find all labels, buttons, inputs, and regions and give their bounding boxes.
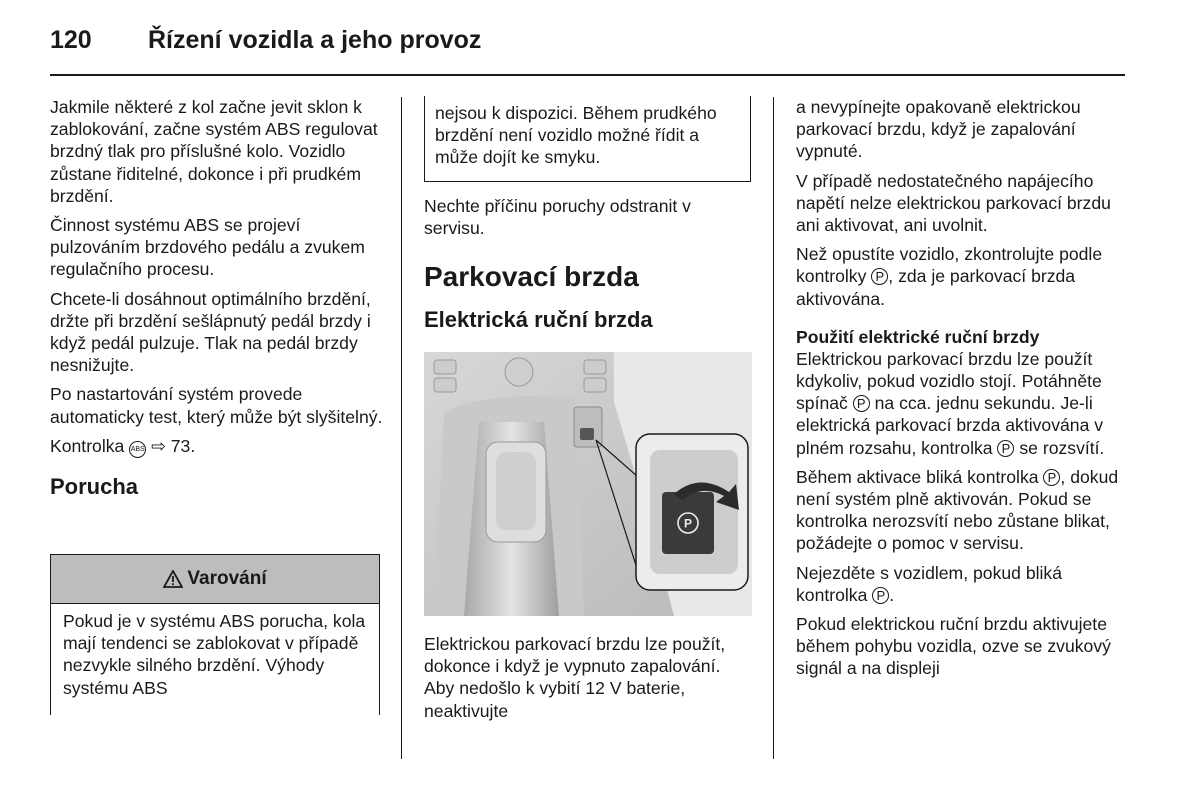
text: . bbox=[889, 584, 895, 605]
paragraph bbox=[796, 348, 1126, 459]
paragraph bbox=[796, 562, 1126, 606]
warning-title: Varování bbox=[187, 568, 267, 589]
parking-brake-indicator-icon: P bbox=[1043, 469, 1060, 486]
text: Než opustíte vozidlo, zkontrolujte podle kontrolky bbox=[796, 244, 1103, 287]
column-divider bbox=[773, 97, 774, 759]
section-heading-parking-brake: Parkovací brzda bbox=[424, 261, 639, 293]
paragraph: Po nastartování systém provede automaticky test, který může být slyšitelný. bbox=[50, 384, 383, 427]
text: na cca. jednu sekundu. Je-li elektrická parkovací brzda aktivována v plném rozsahu, kontrolka bbox=[796, 393, 1104, 458]
text: Nejezděte s vozidlem, pokud bliká kontrolka bbox=[796, 562, 1063, 605]
subsection-heading-usage: Použití elektrické ruční brzdy bbox=[796, 326, 1040, 347]
paragraph: Pokud elektrickou ruční brzdu aktivujete během pohybu vozidla, ozve se zvukový signál a na displeji bbox=[796, 614, 1111, 679]
warning-triangle-icon bbox=[163, 570, 183, 588]
abs-warning-icon: ABS bbox=[129, 441, 146, 458]
paragraph bbox=[50, 435, 385, 458]
parking-brake-indicator-icon: P bbox=[872, 587, 889, 604]
warning-header bbox=[51, 555, 379, 604]
brake-button-symbol: P bbox=[683, 516, 693, 531]
section-heading-poruchy: Porucha bbox=[50, 473, 139, 499]
paragraph: Nechte příčinu poruchy odstranit v servisu. bbox=[424, 196, 691, 239]
text: Kontrolka bbox=[50, 435, 125, 456]
column-1 bbox=[50, 96, 385, 500]
text: , dokud není systém plně aktivován. Pokud se kontrolka nerozsvítí nebo zůstane blikat, požádejte o pomoc v servisu. bbox=[796, 466, 1119, 554]
page-number: 120 bbox=[50, 26, 92, 54]
page-reference: 73. bbox=[170, 435, 196, 456]
warning-box-continued bbox=[424, 96, 751, 182]
text: Elektrickou parkovací brzdu lze použít kdykoliv, pokud vozidlo stojí. Potáhněte spínač bbox=[796, 348, 1102, 414]
parking-brake-photo bbox=[424, 352, 752, 616]
parking-brake-indicator-icon: P bbox=[853, 395, 870, 412]
column-2 bbox=[424, 195, 749, 333]
column-divider bbox=[401, 97, 402, 759]
paragraph: Chcete-li dosáhnout optimálního brzdění, držte při brzdění sešlápnutý pedál brzdy i když pedál pulzuje. Tlak na pedál brzdy nesnižujte. bbox=[50, 288, 371, 376]
paragraph: Činnost systému ABS se projeví pulzováním brzdového pedálu a zvukem regulačního procesu. bbox=[50, 215, 365, 280]
warning-box bbox=[50, 554, 380, 715]
paragraph: V případě nedostatečného napájecího napětí nelze elektrickou parkovací brzdu ani aktivovat, ani uvolnit. bbox=[796, 170, 1111, 236]
paragraph: a nevypínejte opakovaně elektrickou parkovací brzdu, když je zapalování vypnuté. bbox=[796, 97, 1081, 162]
text: Během aktivace bliká kontrolka bbox=[796, 466, 1039, 487]
paragraph: Jakmile některé z kol začne jevit sklon k zablokování, začne systém ABS regulovat brzdný tlak pro příslušné kolo. Vozidlo zůstane řiditelné, dokonce i při prudkém brzdění. bbox=[50, 97, 378, 206]
paragraph: Elektrickou parkovací brzdu lze použít, dokonce i když je vypnuto zapalování. Aby nedošlo k vybití 12 V baterie, neaktivujte bbox=[424, 634, 726, 721]
warning-text-continued: nejsou k dispozici. Během prudkého brzdění není vozidlo možné řídit a může dojít ke smyku. bbox=[435, 103, 717, 168]
header-rule bbox=[50, 74, 1125, 76]
parking-brake-indicator-icon: P bbox=[871, 268, 888, 285]
page-title: Řízení vozidla a jeho provoz bbox=[148, 26, 482, 54]
subsection-heading-electric-brake: Elektrická ruční brzda bbox=[424, 307, 653, 333]
text: se rozsvítí. bbox=[1019, 437, 1105, 458]
column-2-bottom bbox=[424, 633, 749, 729]
paragraph bbox=[796, 466, 1126, 555]
paragraph bbox=[796, 243, 1126, 310]
text: , zda je parkovací brzda aktivována. bbox=[796, 266, 1076, 309]
parking-brake-indicator-icon: P bbox=[997, 440, 1014, 457]
warning-text: Pokud je v systému ABS porucha, kola mají tendenci se zablokovat v případě nezvykle silného brzdění. Výhody systému ABS bbox=[63, 611, 366, 698]
column-3 bbox=[796, 96, 1126, 687]
page-reference-arrow-icon: ⇨ bbox=[151, 435, 166, 456]
